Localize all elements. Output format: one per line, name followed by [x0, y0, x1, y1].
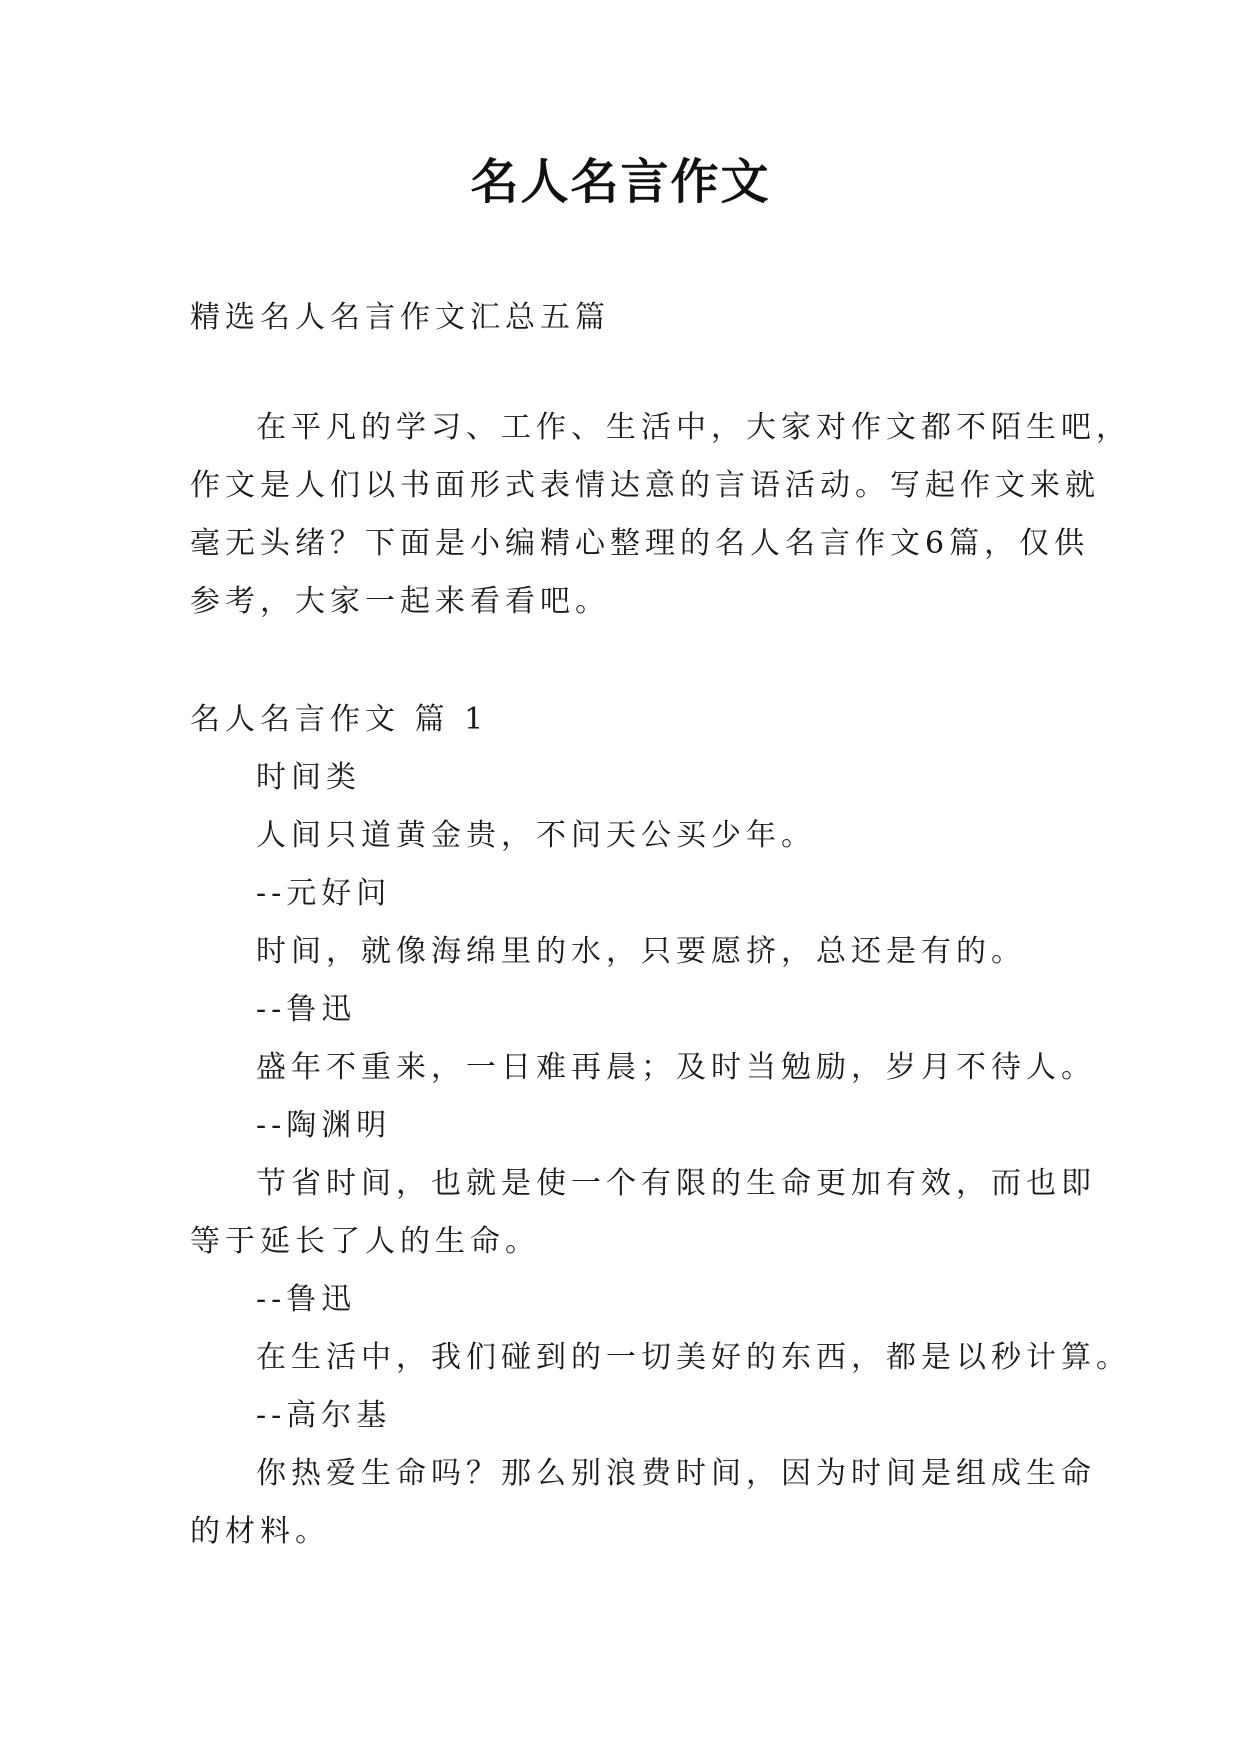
quote-text: 人间只道黄金贵，不问天公买少年。 — [256, 818, 816, 853]
quote-author: --高尔基 — [256, 1398, 392, 1433]
quote-text: 在生活中，我们碰到的一切美好的东西，都是以秒计算。 — [256, 1340, 1131, 1375]
quote-author: --元好问 — [256, 876, 392, 911]
quote-author: --鲁迅 — [256, 1282, 357, 1317]
quote-text: 盛年不重来，一日难再晨；及时当勉励，岁月不待人。 — [256, 1050, 1096, 1085]
document-subtitle: 精选名人名言作文汇总五篇 — [190, 300, 610, 335]
section-heading: 名人名言作文 篇 1 — [190, 702, 489, 737]
quote-text: 时间，就像海绵里的水，只要愿挤，总还是有的。 — [256, 934, 1026, 969]
quote-text: 你热爱生命吗？那么别浪费时间，因为时间是组成生命 — [256, 1456, 1096, 1491]
category-label: 时间类 — [256, 760, 361, 795]
intro-line: 作文是人们以书面形式表情达意的言语活动。写起作文来就 — [190, 468, 1100, 503]
document-title: 名人名言作文 — [470, 154, 771, 210]
intro-line: 毫无头绪？下面是小编精心整理的名人名言作文6篇，仅供 — [190, 526, 1090, 561]
quote-author: --陶渊明 — [256, 1108, 392, 1143]
quote-text: 等于延长了人的生命。 — [190, 1224, 540, 1259]
intro-line: 参考，大家一起来看看吧。 — [190, 584, 610, 619]
quote-author: --鲁迅 — [256, 992, 357, 1027]
intro-line: 在平凡的学习、工作、生活中，大家对作文都不陌生吧， — [256, 410, 1131, 445]
quote-text: 的材料。 — [190, 1514, 330, 1549]
quote-text: 节省时间，也就是使一个有限的生命更加有效，而也即 — [256, 1166, 1096, 1201]
